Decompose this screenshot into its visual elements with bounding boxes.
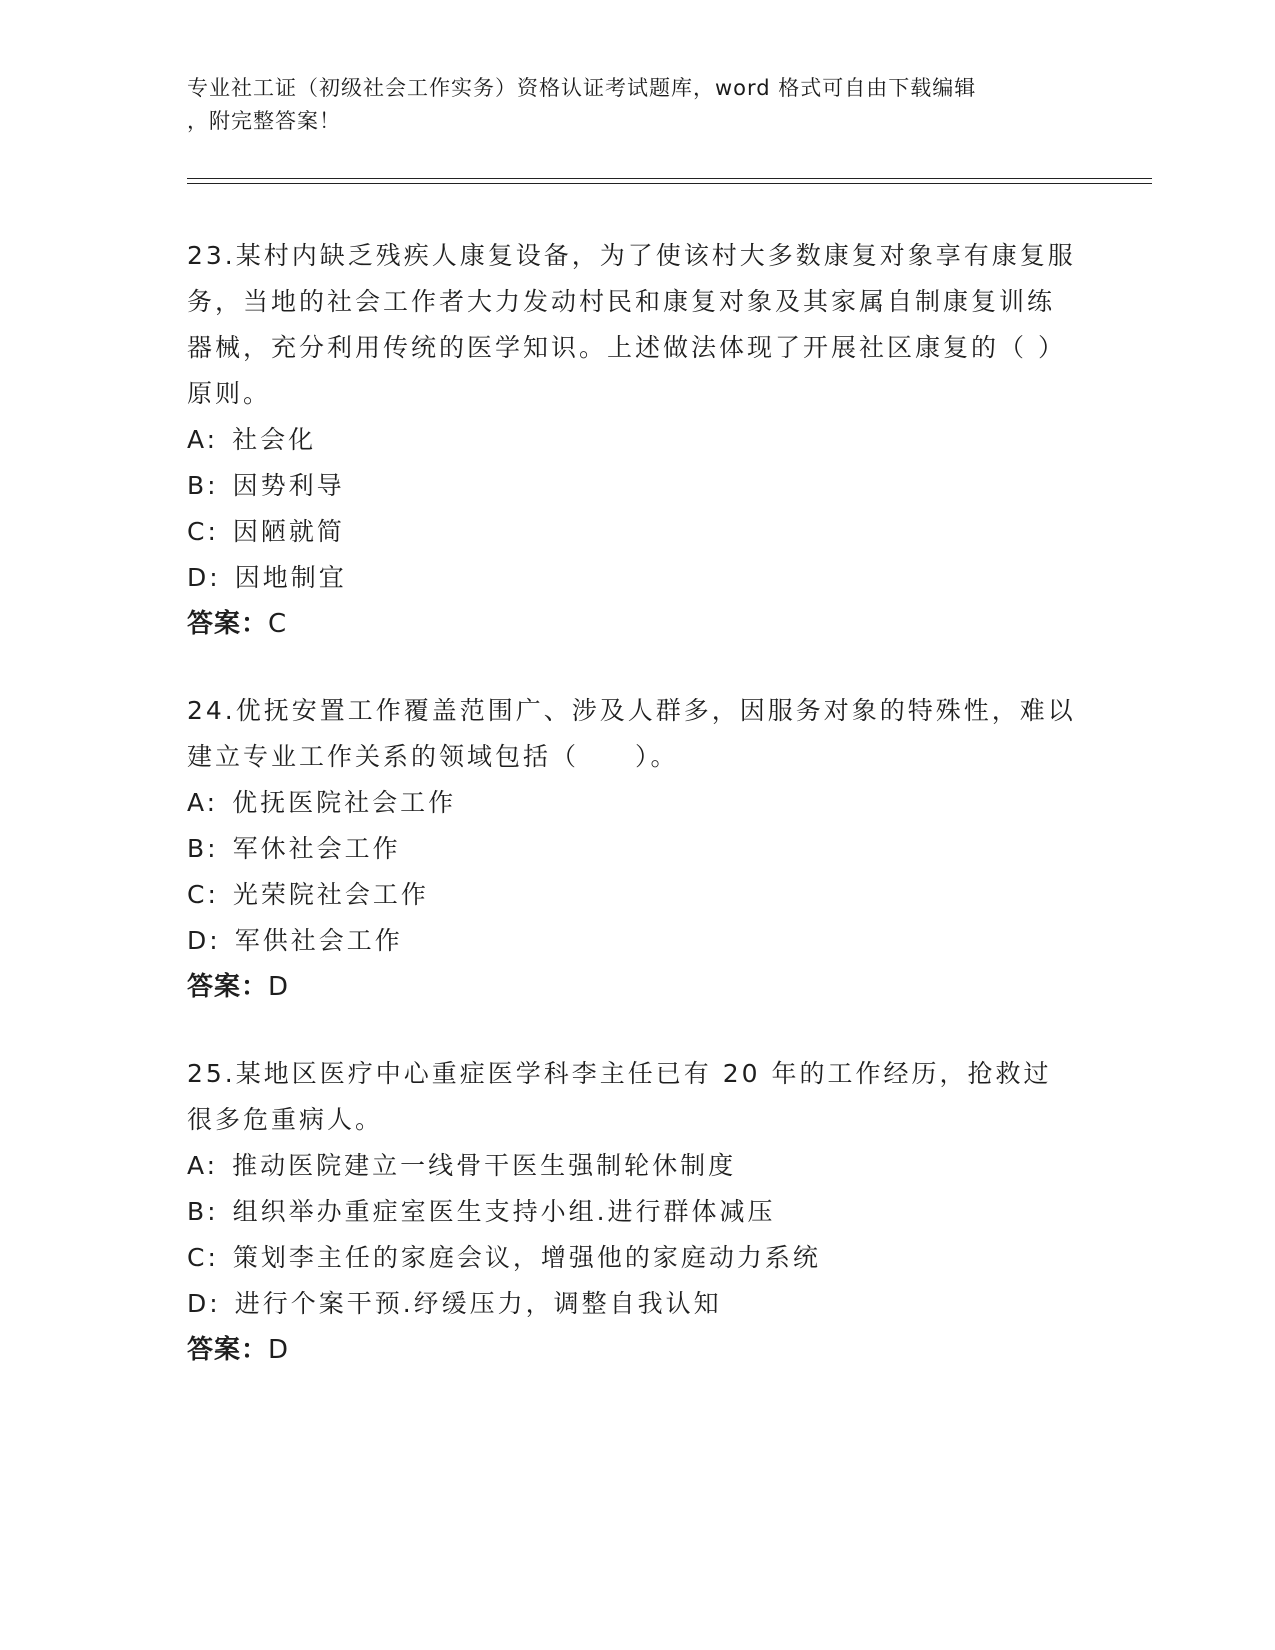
question-stem: 25.某地区医疗中心重症医学科李主任已有 20 年的工作经历，抢救过很多危重病人。	[187, 1059, 1052, 1134]
option-key: D:	[187, 926, 221, 955]
option-b	[187, 826, 1077, 872]
option-b	[187, 463, 1077, 509]
option-key: C:	[187, 517, 219, 546]
answer-label: 答案：	[187, 1335, 269, 1365]
option-key: C:	[187, 880, 219, 909]
answer-value: D	[268, 1335, 290, 1365]
header-line-2: ，附完整答案！	[187, 109, 341, 133]
option-key: A:	[187, 425, 219, 454]
option-key: A:	[187, 1151, 219, 1180]
option-key: B:	[187, 834, 219, 863]
document-header	[187, 72, 1067, 138]
option-d	[187, 1281, 1077, 1327]
option-text: 军供社会工作	[234, 926, 403, 955]
option-text: 军休社会工作	[232, 834, 401, 863]
answer-line	[187, 964, 1077, 1010]
option-key: D:	[187, 1289, 221, 1318]
header-divider-bottom	[187, 183, 1152, 184]
option-text: 光荣院社会工作	[232, 880, 429, 909]
option-a	[187, 417, 1077, 463]
option-key: B:	[187, 1197, 219, 1226]
option-c	[187, 872, 1077, 918]
question-24	[187, 688, 1077, 1010]
answer-value: C	[268, 609, 288, 639]
question-stem: 24.优抚安置工作覆盖范围广、涉及人群多，因服务对象的特殊性，难以建立专业工作关系的领域包括（ ）。	[187, 696, 1076, 771]
option-b	[187, 1189, 1077, 1235]
answer-line	[187, 601, 1077, 647]
option-a	[187, 780, 1077, 826]
option-text: 因地制宜	[234, 563, 347, 592]
option-d	[187, 918, 1077, 964]
option-key: C:	[187, 1243, 219, 1272]
option-text: 策划李主任的家庭会议，增强他的家庭动力系统	[232, 1243, 821, 1272]
question-25	[187, 1051, 1077, 1373]
question-stem: 23.某村内缺乏残疾人康复设备，为了使该村大多数康复对象享有康复服务，当地的社会工作者大力发动村民和康复对象及其家属自制康复训练器械，充分利用传统的医学知识。上述做法体现了开展社区康复的（ ）原则。	[187, 241, 1076, 408]
option-key: A:	[187, 788, 219, 817]
option-text: 社会化	[232, 425, 317, 454]
option-d	[187, 555, 1077, 601]
option-text: 因陋就简	[232, 517, 345, 546]
question-23	[187, 233, 1077, 647]
header-divider-top	[187, 178, 1152, 179]
option-text: 优抚医院社会工作	[232, 788, 457, 817]
option-text: 进行个案干预.纾缓压力，调整自我认知	[234, 1289, 722, 1318]
answer-line	[187, 1327, 1077, 1373]
header-line-1: 专业社工证（初级社会工作实务）资格认证考试题库，word 格式可自由下载编辑	[187, 76, 977, 100]
answer-label: 答案：	[187, 972, 269, 1002]
option-text: 因势利导	[232, 471, 345, 500]
option-key: B:	[187, 471, 219, 500]
option-text: 组织举办重症室医生支持小组.进行群体减压	[232, 1197, 776, 1226]
option-c	[187, 1235, 1077, 1281]
answer-label: 答案：	[187, 609, 269, 639]
option-text: 推动医院建立一线骨干医生强制轮休制度	[232, 1151, 737, 1180]
option-a	[187, 1143, 1077, 1189]
answer-value: D	[268, 972, 290, 1002]
option-key: D:	[187, 563, 221, 592]
option-c	[187, 509, 1077, 555]
